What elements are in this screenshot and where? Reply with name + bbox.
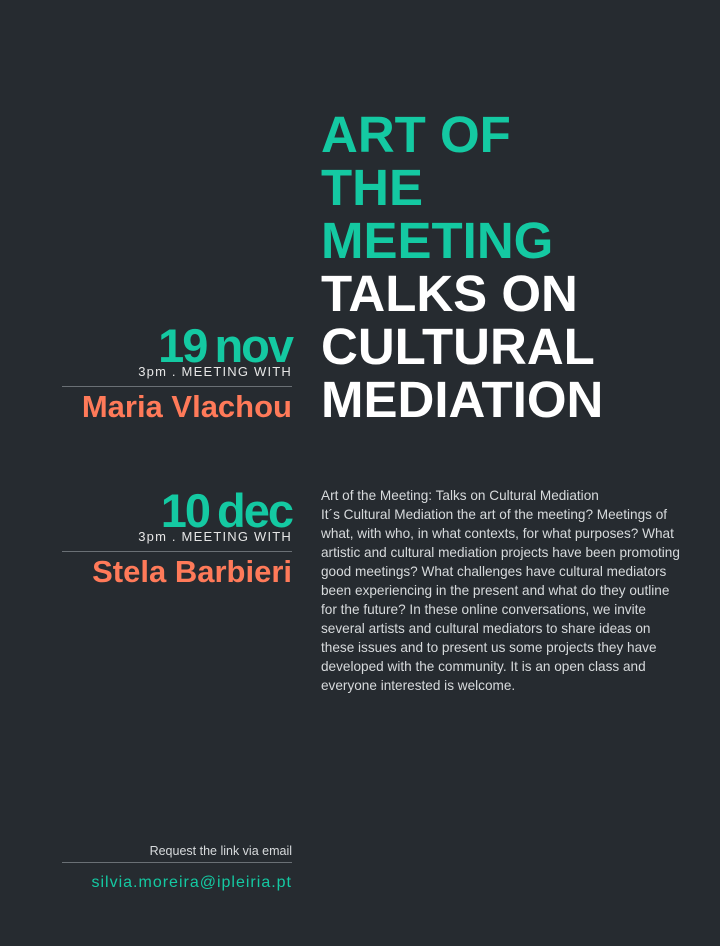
event-day: 19 — [158, 319, 207, 372]
event-month: dec — [217, 484, 292, 537]
subtitle-line: CULTURAL — [321, 318, 595, 375]
event-meta: 3pm . MEETING WITH — [138, 364, 292, 379]
divider — [62, 551, 292, 552]
contact-email-link[interactable]: silvia.moreira@ipleiria.pt — [91, 874, 292, 891]
event-month: nov — [214, 319, 292, 372]
request-label: Request the link via email — [149, 844, 292, 858]
event-day: 10 — [160, 484, 209, 537]
event-meta: 3pm . MEETING WITH — [138, 529, 292, 544]
title-line: MEETING — [321, 212, 554, 269]
description — [321, 486, 681, 695]
divider — [62, 386, 292, 387]
event-block — [62, 319, 292, 425]
divider — [62, 862, 292, 863]
description-text: It´s Cultural Mediation the art of the meeting? Meetings of what, with who, in what contexts, for what purposes? What artistic and cultural mediation projects have been promoting good meetings? What challenges have cultural mediators been experiencing in the present and what do they outline for the future? In these online conversations, we invite several artists and cultural mediators to share ideas on these issues and to present us some projects they have developed with the community. It is an open class and everyone interested is welcome. — [321, 507, 680, 693]
title-line: ART OF — [321, 106, 511, 163]
description-heading: Art of the Meeting: Talks on Cultural Mediation — [321, 488, 599, 503]
poster-title — [321, 108, 603, 426]
speaker-name: Maria Vlachou — [81, 389, 292, 424]
event-block — [62, 484, 292, 590]
subtitle-line: TALKS ON — [321, 265, 578, 322]
title-line: THE — [321, 159, 423, 216]
request-link-section — [62, 843, 292, 893]
subtitle-line: MEDIATION — [321, 371, 604, 428]
speaker-name: Stela Barbieri — [92, 554, 292, 589]
